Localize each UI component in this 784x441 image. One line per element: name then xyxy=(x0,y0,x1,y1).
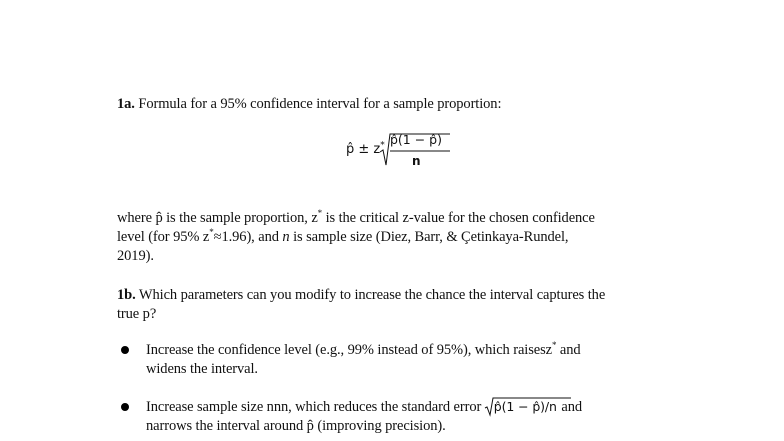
section-1a-heading xyxy=(117,95,501,114)
sqrt-sign-icon xyxy=(485,398,585,416)
bullet-1-line-2: widens the interval. xyxy=(146,361,258,377)
section-1b-question-line-1: 1b. Which parameters can you modify to increase the chance the interval captures the xyxy=(117,287,606,303)
section-1a-label: 1a. xyxy=(117,96,135,112)
section-1b-question-line-2: true p? xyxy=(117,306,157,322)
explanation-line-3: 2019). xyxy=(117,248,154,264)
formula-lhs: p̂ ± z* xyxy=(346,140,385,157)
explanation-line-1: where p̂ is the sample proportion, z* is the critical z-value for the chosen confidence xyxy=(117,208,595,226)
bullet-1-line-1: Increase the confidence level (e.g., 99% instead of 95%), which raisesz* and xyxy=(146,340,581,358)
standard-error-expression: p̂(1 − p̂)/n xyxy=(485,399,558,415)
bullet-icon xyxy=(121,403,129,411)
section-1b-label: 1b. xyxy=(117,287,136,303)
bullet-icon xyxy=(121,346,129,354)
bullet-2-line-2: narrows the interval around p̂ (improving precision). xyxy=(146,418,446,434)
formula-denominator: n xyxy=(412,154,421,168)
formula-numerator: p̂(1 − p̂) xyxy=(390,132,442,147)
bullet-2-line-1: Increase sample size nnn, which reduces the standard error p̂(1 − p̂)/n and xyxy=(146,398,582,417)
section-1a-text: Formula for a 95% confidence interval for a sample proportion: xyxy=(138,96,502,112)
explanation-line-2: level (for 95% z*≈1.96), and n is sample size (Diez, Barr, & Çetinkaya-Rundel, xyxy=(117,227,569,245)
